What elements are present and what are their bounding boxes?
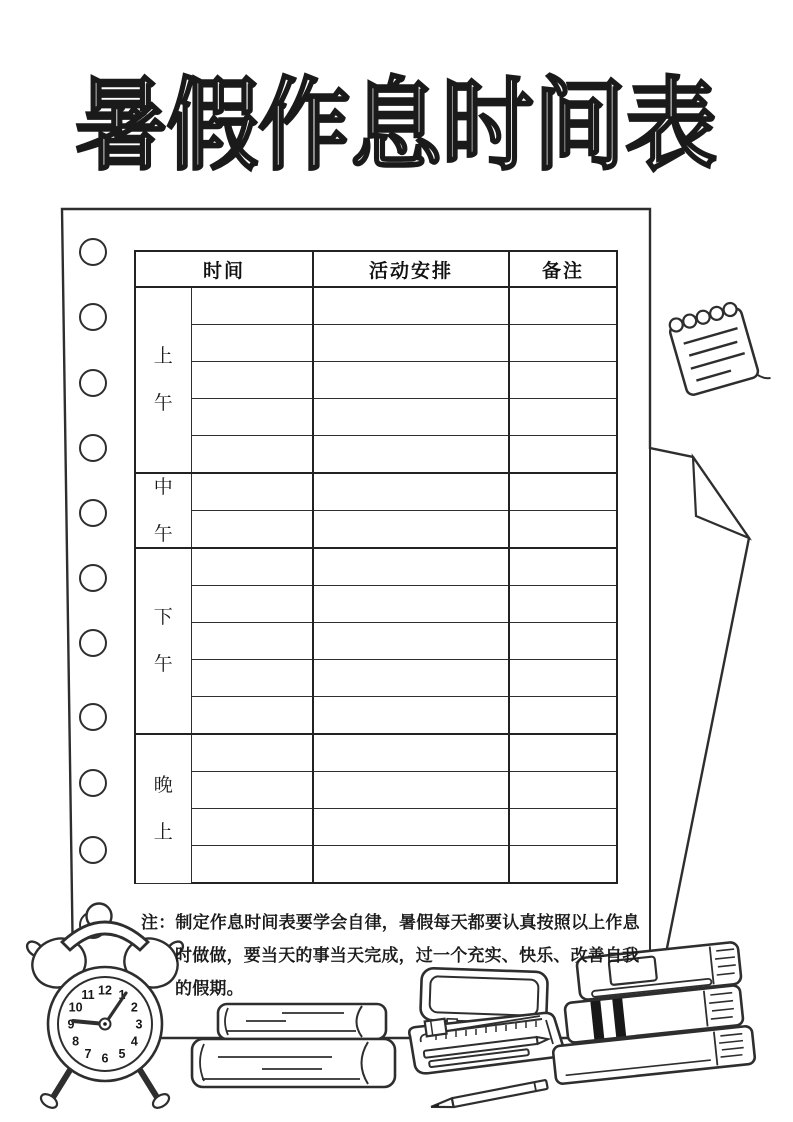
footnote-line-1: 注：制定作息时间表要学会自律，暑假每天都要认真按照以上作息 bbox=[141, 913, 640, 932]
time-cell bbox=[191, 772, 313, 809]
table-row bbox=[135, 772, 617, 809]
activity-cell bbox=[313, 287, 509, 325]
clock-number: 7 bbox=[84, 1046, 92, 1061]
clock-number: 2 bbox=[130, 1000, 138, 1015]
table-row bbox=[135, 287, 617, 325]
remark-cell bbox=[509, 436, 617, 474]
period-label: 下 午 bbox=[135, 548, 191, 734]
time-cell bbox=[191, 325, 313, 362]
clock-number: 3 bbox=[135, 1017, 143, 1032]
activity-cell bbox=[313, 586, 509, 623]
activity-cell bbox=[313, 511, 509, 549]
activity-cell bbox=[313, 772, 509, 809]
time-cell bbox=[191, 473, 313, 511]
table-body bbox=[135, 287, 617, 883]
activity-cell bbox=[313, 548, 509, 586]
remark-cell bbox=[509, 772, 617, 809]
clock-number: 6 bbox=[101, 1051, 109, 1066]
time-cell bbox=[191, 362, 313, 399]
activity-cell bbox=[313, 846, 509, 884]
header-time: 时间 bbox=[135, 251, 313, 287]
table-row bbox=[135, 697, 617, 735]
activity-cell bbox=[313, 697, 509, 735]
table-row bbox=[135, 809, 617, 846]
pencil-illustration bbox=[430, 1080, 548, 1111]
period-label: 上 午 bbox=[135, 287, 191, 473]
table-row bbox=[135, 548, 617, 586]
remark-cell bbox=[509, 846, 617, 884]
remark-cell bbox=[509, 697, 617, 735]
table-row bbox=[135, 846, 617, 884]
time-cell bbox=[191, 846, 313, 884]
schedule-table bbox=[134, 250, 618, 884]
remark-cell bbox=[509, 586, 617, 623]
table-row bbox=[135, 362, 617, 399]
activity-cell bbox=[313, 362, 509, 399]
flat-book-top bbox=[218, 1004, 386, 1039]
footnote bbox=[141, 906, 651, 1005]
remark-cell bbox=[509, 660, 617, 697]
activity-cell bbox=[313, 473, 509, 511]
clock-number: 1 bbox=[118, 988, 126, 1003]
activity-cell bbox=[313, 623, 509, 660]
table-row bbox=[135, 623, 617, 660]
activity-cell bbox=[313, 660, 509, 697]
clock-number: 9 bbox=[67, 1017, 75, 1032]
remark-cell bbox=[509, 511, 617, 549]
period-label: 晚 上 bbox=[135, 734, 191, 883]
time-cell bbox=[191, 548, 313, 586]
header-activity: 活动安排 bbox=[313, 251, 509, 287]
remark-cell bbox=[509, 362, 617, 399]
clock-number: 10 bbox=[68, 1000, 83, 1015]
time-cell bbox=[191, 623, 313, 660]
table-row bbox=[135, 511, 617, 549]
footnote-line-2: 时做做，要当天的事当天完成，过一个充实、快乐、改善自我 bbox=[175, 946, 640, 965]
table-row bbox=[135, 399, 617, 436]
remark-cell bbox=[509, 287, 617, 325]
clock-number: 5 bbox=[118, 1046, 126, 1061]
time-cell bbox=[191, 511, 313, 549]
page-title: 暑假作息时间表 bbox=[75, 71, 717, 182]
table-row bbox=[135, 660, 617, 697]
activity-cell bbox=[313, 399, 509, 436]
time-cell bbox=[191, 660, 313, 697]
activity-cell bbox=[313, 734, 509, 772]
remark-cell bbox=[509, 473, 617, 511]
activity-cell bbox=[313, 325, 509, 362]
remark-cell bbox=[509, 623, 617, 660]
flat-book-bottom bbox=[192, 1039, 395, 1087]
clock-number: 11 bbox=[81, 988, 95, 1003]
sharpener bbox=[425, 1019, 447, 1037]
clock-number: 12 bbox=[98, 983, 112, 998]
period-label: 中 午 bbox=[135, 473, 191, 548]
time-cell bbox=[191, 734, 313, 772]
header-remark: 备注 bbox=[509, 251, 617, 287]
remark-cell bbox=[509, 809, 617, 846]
table-row bbox=[135, 325, 617, 362]
time-cell bbox=[191, 586, 313, 623]
activity-cell bbox=[313, 436, 509, 474]
stacked-books-illustration bbox=[192, 1004, 395, 1087]
time-cell bbox=[191, 287, 313, 325]
footnote-line-3: 的假期。 bbox=[175, 979, 244, 998]
time-cell bbox=[191, 809, 313, 846]
table-row bbox=[135, 473, 617, 511]
table-row bbox=[135, 586, 617, 623]
table-header bbox=[135, 251, 617, 287]
activity-cell bbox=[313, 809, 509, 846]
time-cell bbox=[191, 436, 313, 474]
remark-cell bbox=[509, 548, 617, 586]
remark-cell bbox=[509, 399, 617, 436]
clock-number: 4 bbox=[130, 1034, 138, 1049]
notepad-illustration bbox=[667, 298, 771, 401]
clock-number: 8 bbox=[72, 1034, 80, 1049]
time-cell bbox=[191, 399, 313, 436]
table-row bbox=[135, 436, 617, 474]
remark-cell bbox=[509, 325, 617, 362]
table-row bbox=[135, 734, 617, 772]
remark-cell bbox=[509, 734, 617, 772]
time-cell bbox=[191, 697, 313, 735]
